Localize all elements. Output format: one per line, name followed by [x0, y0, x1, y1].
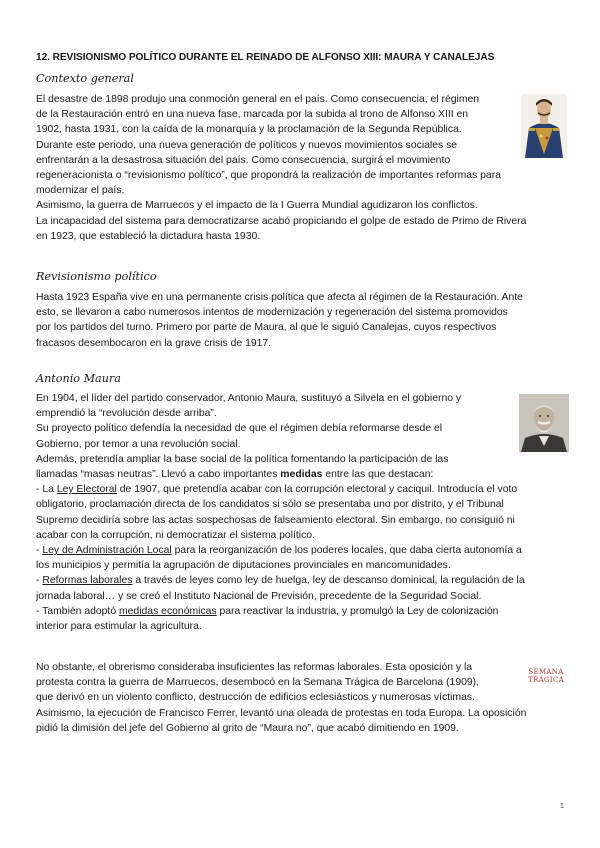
medidas-economicas-term: medidas económicas — [119, 605, 217, 617]
text-line: - También adoptó medidas económicas para reactivar la industria, y promulgó la Ley de colonización — [36, 605, 499, 617]
alfonso-xiii-portrait — [521, 94, 567, 158]
text-line: - Ley de Administración Local para la reorganización de los poderes locales, que daba cierta autonomía a — [36, 545, 522, 557]
text-line: obligatorio, proclamación directa de los candidatos si sólo se presentaba uno por distrito, y el Tribunal — [36, 499, 504, 511]
text-line: - Reformas laborales a través de leyes como ley de huelga, ley de descanso dominical, la regulación de la — [36, 575, 525, 587]
text-line: pidió la dimisión del jefe del Gobierno al grito de “Maura no”, que acabó dimitiendo en 1909. — [36, 722, 459, 734]
heading-revisionismo-politico: Revisionismo político — [36, 270, 157, 283]
text-line: fracasos desembocaron en la grave crisis de 1917. — [36, 337, 272, 349]
text-line: Supremo decidiría sobre las actas sospechosas de falseamiento electoral. Sin embargo, no consiguió ni — [36, 514, 515, 526]
text-line: llamadas “masas neutras”. Llevó a cabo importantes medidas entre las que destacan: — [36, 469, 434, 481]
text-line: - La Ley Electoral de 1907, que pretendía acabar con la corrupción electoral y caciquil. Introducía el voto — [36, 484, 518, 496]
text-line: En 1904, el líder del partido conservador, Antonio Maura, sustituyó a Silvela en el gobierno y — [36, 393, 462, 404]
page-number: 1 — [560, 803, 564, 810]
text-line: por los partidos del turno. Primero por parte de Maura, al que le siguió Canalejas, cuyos respectivos — [36, 322, 497, 334]
text-line: 1902, hasta 1931, con la caída de la monarquía y la proclamación de la Segunda República. — [36, 124, 462, 136]
text-line: en 1923, que estableció la dictadura hasta 1930. — [36, 230, 261, 242]
text-line: Asimismo, la guerra de Marruecos y el impacto de la I Guerra Mundial agudizaron los conflictos. — [36, 200, 478, 212]
measures-bold: medidas — [280, 469, 323, 481]
text-line: protesta contra la guerra de Marruecos, desembocó en la Semana Trágica de Barcelona (1909), — [36, 677, 480, 689]
text-line: No obstante, el obrerismo consideraba insuficientes las reformas laborales. Esta oposición y la — [36, 662, 473, 673]
semana-tragica-stamp: SEMANA TRÁGICA — [528, 668, 564, 684]
reformas-laborales-term: Reformas laborales — [42, 575, 133, 587]
text-line: emprendió la “revolución desde arriba”. — [36, 408, 217, 420]
text-line: interior para estimular la agricultura. — [36, 621, 202, 633]
text-line: esto, se llevaron a cabo numerosos intentos de modernización y regeneración del sistema promovidos — [36, 307, 508, 319]
text-line: que derivó en un violento conflicto, destrucción de edificios eclesiásticos y numerosas víctimas. — [36, 692, 475, 704]
text-line: acabar con la corrupción, ni democratizar el sistema político. — [36, 529, 315, 541]
ley-administracion-local-term: Ley de Administración Local — [42, 545, 172, 557]
page-title: 12. REVISIONISMO POLÍTICO DURANTE EL REINADO DE ALFONSO XIII: MAURA Y CANALEJAS — [36, 52, 495, 63]
paragraph-revisionismo — [36, 290, 581, 351]
text-line: los municipios y permitía la agrupación de diputaciones provinciales en mancomunidades. — [36, 560, 451, 572]
text-line: Asimismo, la ejecución de Francisco Ferrer, levantó una oleada de protestas en toda Europa. La oposición — [36, 707, 527, 719]
text-line: jornada laboral… y se creó el Instituto Nacional de Previsión, precedente de la Seguridad Social. — [36, 590, 482, 602]
text-line: regeneracionista o “revisionismo político”, que propondrá la realización de importantes reformas para — [36, 170, 501, 182]
text-line: de la Restauración entró en una nueva fase, marcada por la subida al trono de Alfonso XIII en — [36, 109, 469, 121]
text-line: Su proyecto político defendía la necesidad de que el régimen debía reformarse desde el — [36, 423, 443, 435]
heading-contexto-general: Contexto general — [36, 72, 134, 85]
text-line: La incapacidad del sistema para democratizarse acabó propiciando el golpe de estado de Primo de Rivera — [36, 215, 527, 227]
ley-electoral-term: Ley Electoral — [56, 484, 117, 496]
text-line: modernizar el país. — [36, 185, 125, 197]
text-line: enfrentarán a la desastrosa situación del país. Como consecuencia, surgirá el movimiento — [36, 154, 451, 166]
heading-antonio-maura: Antonio Maura — [36, 372, 121, 385]
paragraph-contexto — [36, 92, 581, 244]
antonio-maura-portrait — [519, 394, 569, 452]
text-line: Gobierno, por temor a una revolución social. — [36, 438, 241, 450]
paragraph-maura — [36, 391, 581, 634]
text-line: El desastre de 1898 produjo una conmoción general en el país. Como consecuencia, el régimen — [36, 94, 480, 105]
paragraph-obrerismo — [36, 660, 581, 736]
text-line: Hasta 1923 España vive en una permanente crisis política que afecta al régimen de la Restauración. Ante — [36, 292, 523, 303]
text-line: Además, pretendía ampliar la base social de la política fomentando la participación de las — [36, 453, 449, 465]
text-line: Durante este periodo, una nueva generación de políticos y nuevos movimientos sociales se — [36, 139, 458, 151]
